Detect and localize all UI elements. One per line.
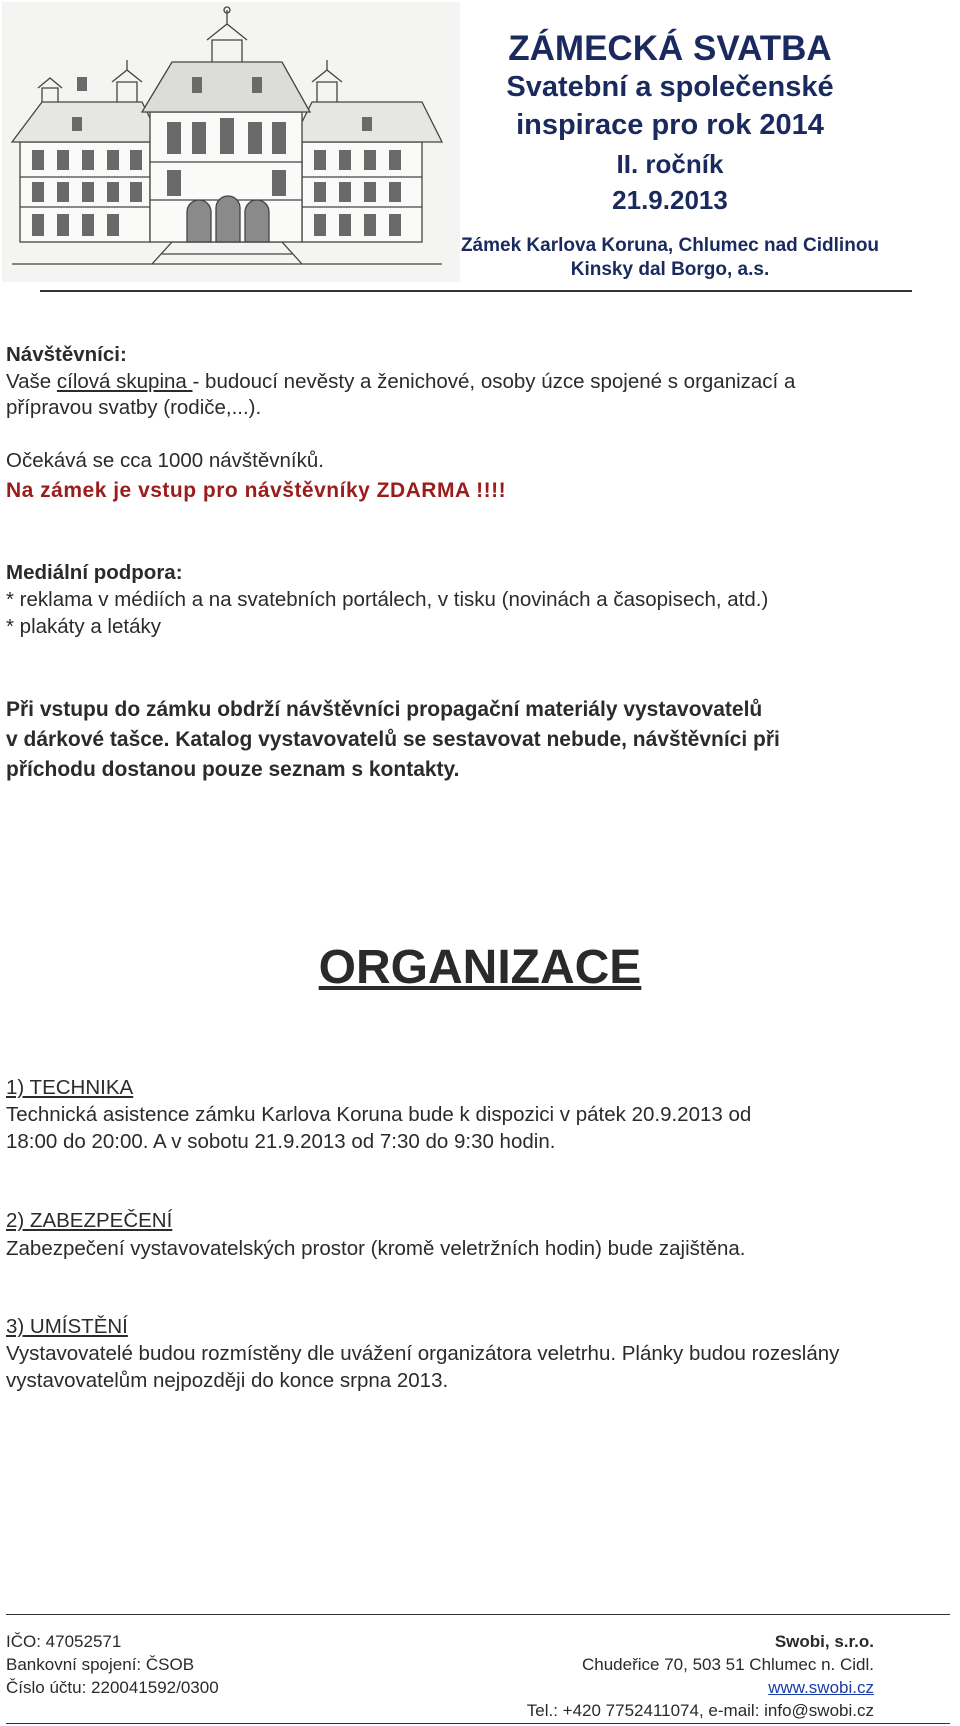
section-text: Vystavovatelé budou rozmístěny dle uvážení organizátora veletrhu. Plánky budou rozeslány xyxy=(6,1342,840,1365)
castle-illustration xyxy=(2,2,460,282)
target-group: cílová skupina xyxy=(56,370,193,393)
section-text: vystavovatelům nejpozději do konce srpna 2013. xyxy=(6,1369,449,1392)
footer-company: Swobi, s.r.o. xyxy=(774,1632,874,1651)
event-subtitle-line1: Svatební a společenské xyxy=(506,71,834,103)
expected-visitors: Očekává se cca 1000 návštěvníků. xyxy=(6,449,324,472)
event-venue: Zámek Karlova Koruna, Chlumec nad Cidlinou xyxy=(460,235,880,256)
visitors-line1 xyxy=(6,369,946,395)
media-heading: Mediální podpora: xyxy=(6,561,183,584)
free-entry-notice: Na zámek je vstup pro návštěvníky ZDARMA !!!! xyxy=(6,479,507,502)
footer-address: Chudeřice 70, 503 51 Chlumec n. Cidl. xyxy=(582,1655,874,1674)
notice-line2: v dárkové tašce. Katalog vystavovatelů se sestavovat nebude, návštěvníci při xyxy=(6,728,780,751)
section-text: Zabezpečení vystavovatelských prostor (kromě veletržních hodin) bude zajištěna. xyxy=(6,1237,746,1260)
notice-line1: Při vstupu do zámku obdrží návštěvníci propagační materiály vystavovatelů xyxy=(6,698,763,721)
footer-divider-top xyxy=(6,1614,950,1615)
media-item: * plakáty a letáky xyxy=(6,615,161,638)
footer-divider-bottom xyxy=(6,1723,950,1724)
section-heading-umisteni: 3) UMÍSTĚNÍ xyxy=(6,1315,128,1338)
footer-contact: Tel.: +420 7752411074, e-mail: info@swobi.cz xyxy=(526,1701,874,1720)
footer-ico: IČO: 47052571 xyxy=(6,1632,122,1651)
section-text: 18:00 do 20:00. A v sobotu 21.9.2013 od 7:30 do 9:30 hodin. xyxy=(6,1130,556,1153)
section-heading-zabezpeceni: 2) ZABEZPEČENÍ xyxy=(6,1209,173,1232)
event-title: ZÁMECKÁ SVATBA xyxy=(508,29,832,68)
visitors-prefix: Vaše xyxy=(6,370,57,393)
notice-line3: příchodu dostanou pouze seznam s kontakty. xyxy=(6,758,460,781)
event-edition: II. ročník xyxy=(616,149,724,179)
event-owner: Kinsky dal Borgo, a.s. xyxy=(570,259,770,280)
section-heading-technika: 1) TECHNIKA xyxy=(6,1076,134,1099)
organizace-title: ORGANIZACE xyxy=(318,941,642,994)
footer-account: Číslo účtu: 220041592/0300 xyxy=(6,1678,219,1697)
event-date: 21.9.2013 xyxy=(612,185,728,215)
footer-bank: Bankovní spojení: ČSOB xyxy=(6,1655,195,1674)
visitors-line2: přípravou svatby (rodiče,...). xyxy=(6,396,262,419)
visitors-description: - budoucí nevěsty a ženichové, osoby úzce spojené s organizací a xyxy=(192,370,796,393)
media-item: * reklama v médiích a na svatebních portálech, v tisku (novinách a časopisech, atd.) xyxy=(6,588,769,611)
section-text: Technická asistence zámku Karlova Koruna bude k dispozici v pátek 20.9.2013 od xyxy=(6,1103,752,1126)
header-divider xyxy=(40,290,912,292)
footer-web xyxy=(768,1677,874,1699)
visitors-heading: Návštěvníci: xyxy=(6,343,127,366)
website-link[interactable]: www.swobi.cz xyxy=(768,1678,874,1697)
event-subtitle-line2: inspirace pro rok 2014 xyxy=(516,109,824,141)
